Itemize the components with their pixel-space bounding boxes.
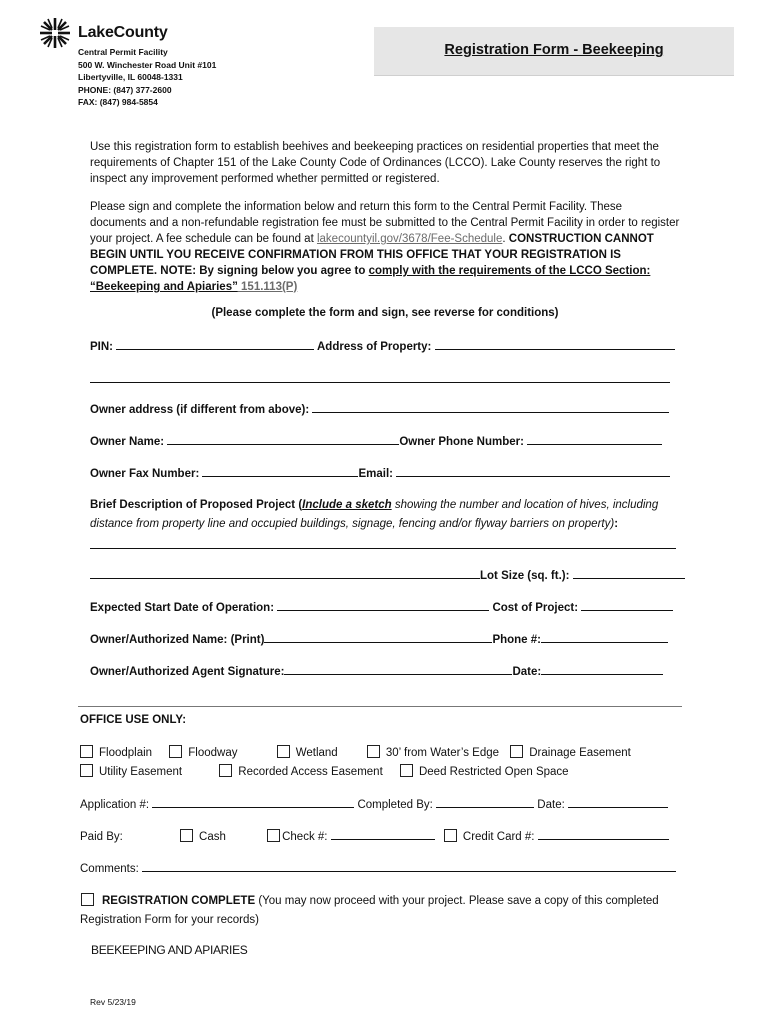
- office-date-field[interactable]: [568, 796, 668, 808]
- signature-label: Owner/Authorized Agent Signature:: [90, 666, 285, 678]
- registration-complete: [80, 892, 680, 930]
- cost-field[interactable]: [581, 599, 673, 611]
- desc-label: Brief Description of Proposed Project (: [90, 499, 303, 511]
- date-label: Date:: [512, 666, 542, 678]
- owner-phone-field[interactable]: [527, 433, 662, 445]
- registration-complete-checkbox[interactable]: [81, 893, 94, 906]
- date-field[interactable]: [541, 663, 663, 675]
- signature-row: [90, 663, 680, 678]
- owner-name-row: [90, 433, 680, 448]
- application-field[interactable]: [152, 796, 354, 808]
- credit-card-field[interactable]: [538, 828, 669, 840]
- address-line: Libertyville, IL 60048-1331: [78, 72, 183, 83]
- address-line: PHONE: (847) 377-2600: [78, 84, 172, 95]
- wetland-checkbox[interactable]: [277, 745, 290, 758]
- address-line: FAX: (847) 984-5854: [78, 97, 158, 108]
- cash-label: Cash: [199, 831, 226, 843]
- owner-print-field[interactable]: [264, 631, 492, 643]
- email-field[interactable]: [396, 465, 670, 477]
- lot-size-field[interactable]: [573, 567, 685, 579]
- pin-field[interactable]: [116, 338, 314, 350]
- owner-fax-label: Owner Fax Number:: [90, 468, 200, 480]
- address-line: Central Permit Facility: [78, 47, 168, 57]
- start-date-label: Expected Start Date of Operation:: [90, 602, 275, 614]
- owner-print-row: [90, 631, 680, 646]
- check-label: Check #:: [282, 831, 328, 843]
- desc-colon: :: [614, 518, 619, 530]
- completed-by-label: Completed By:: [357, 799, 433, 811]
- credit-card-checkbox[interactable]: [444, 829, 457, 842]
- comments-label: Comments:: [80, 863, 139, 875]
- fee-schedule-link[interactable]: lakecountyil.gov/3678/Fee-Schedule: [316, 233, 503, 245]
- owner-address-field[interactable]: [312, 401, 669, 413]
- property-address-field[interactable]: [435, 338, 675, 350]
- desc-sketch: Include a sketch: [302, 499, 392, 511]
- floodplain-label: Floodplain: [99, 747, 153, 759]
- office-date-label: Date:: [537, 799, 565, 811]
- credit-card-label: Credit Card #:: [462, 831, 535, 843]
- facility-address: [78, 46, 216, 109]
- description-line-1[interactable]: [90, 548, 676, 549]
- drainage-easement-checkbox[interactable]: [510, 745, 523, 758]
- comments-field[interactable]: [142, 860, 676, 872]
- registration-complete-note: (You may now proceed with your project. Please save a copy of this completed Registration Form for your records): [80, 895, 659, 926]
- owner-fax-field[interactable]: [202, 465, 358, 477]
- wetland-label: Wetland: [295, 747, 338, 759]
- floodway-label: Floodway: [188, 747, 238, 759]
- revision-date: Rev 5/23/19: [90, 997, 136, 1007]
- recorded-access-easement-checkbox[interactable]: [219, 764, 232, 777]
- brand-name: LakeCounty: [78, 24, 168, 41]
- property-address-label: Address of Property:: [316, 341, 432, 353]
- deed-restricted-label: Deed Restricted Open Space: [418, 766, 569, 778]
- cost-label: Cost of Project:: [492, 602, 579, 614]
- owner-address-row: [90, 401, 680, 416]
- utility-easement-checkbox[interactable]: [80, 764, 93, 777]
- property-address-line-2[interactable]: [90, 382, 670, 383]
- cash-checkbox[interactable]: [180, 829, 193, 842]
- registration-complete-label: REGISTRATION COMPLETE: [102, 895, 256, 907]
- office-checks-row-1: [80, 745, 631, 759]
- phone-field[interactable]: [541, 631, 668, 643]
- desc-rest: showing the number and location of hives, including distance from property line and occupied buildings, signage, fencing and/or flyway barriers on property): [90, 499, 659, 530]
- office-checks-row-2: [80, 764, 569, 778]
- section-heading: BEEKEEPING AND APIARIES: [91, 943, 248, 957]
- floodplain-checkbox[interactable]: [80, 745, 93, 758]
- start-date-row: [90, 599, 680, 614]
- signature-field[interactable]: [284, 663, 512, 675]
- recorded-access-easement-label: Recorded Access Easement: [238, 766, 383, 778]
- check-number-field[interactable]: [331, 828, 435, 840]
- owner-address-label: Owner address (if different from above):: [90, 404, 310, 416]
- project-description-label: [90, 496, 680, 534]
- lot-size-row: [90, 567, 680, 582]
- utility-easement-label: Utility Easement: [99, 766, 183, 778]
- address-line: 500 W. Winchester Road Unit #101: [78, 59, 217, 70]
- water-edge-label: 30’ from Water’s Edge: [385, 747, 500, 759]
- owner-name-label: Owner Name:: [90, 436, 165, 448]
- start-date-field[interactable]: [277, 599, 489, 611]
- lake-county-logo-icon: [38, 16, 72, 50]
- application-label: Application #:: [80, 799, 150, 811]
- section-divider: [78, 706, 682, 707]
- instructions-text: .: [502, 233, 509, 245]
- comments-row: [80, 860, 676, 875]
- section-number-link[interactable]: 151.113(P): [237, 281, 298, 293]
- lot-size-label: Lot Size (sq. ft.):: [480, 570, 570, 582]
- phone-label: Phone #:: [492, 634, 541, 646]
- owner-name-field[interactable]: [167, 433, 399, 445]
- form-title: Registration Form - Beekeeping: [444, 42, 664, 58]
- email-label: Email:: [358, 468, 393, 480]
- form-instruction: (Please complete the form and sign, see reverse for conditions): [211, 307, 559, 319]
- paid-by-row: [80, 828, 669, 843]
- pin-label: PIN:: [90, 341, 113, 353]
- paid-by-label: Paid By:: [80, 831, 123, 843]
- owner-print-label: Owner/Authorized Name: (Print): [90, 634, 265, 646]
- instructions-paragraph: [90, 199, 680, 295]
- owner-fax-row: [90, 465, 680, 480]
- instructions-text: Please sign and complete the information below and return this form to the Central Permit Facility. These documents and a non-refundable registration fee must be submitted to the Central Permit Facility in order to register your project. A fee schedule can be found at: [90, 201, 680, 245]
- form-title-box: [374, 27, 734, 76]
- deed-restricted-checkbox[interactable]: [400, 764, 413, 777]
- completed-by-field[interactable]: [436, 796, 534, 808]
- lcco-section-reference: comply with the requirements of the LCCO Section: “Beekeeping and Apiaries”: [90, 265, 651, 293]
- water-edge-checkbox[interactable]: [367, 745, 380, 758]
- construction-warning: CONSTRUCTION CANNOT BEGIN UNTIL YOU RECEIVE CONFIRMATION FROM THIS OFFICE THAT YOUR REGISTRATION IS COMPLETE. NOTE: By signing below you agree to: [90, 233, 654, 277]
- owner-phone-label: Owner Phone Number:: [399, 436, 524, 448]
- pin-address-row: [90, 338, 680, 353]
- office-use-heading: OFFICE USE ONLY:: [80, 714, 187, 726]
- application-row: [80, 796, 668, 811]
- check-checkbox[interactable]: [267, 829, 280, 842]
- description-line-2[interactable]: [90, 567, 480, 579]
- drainage-easement-label: Drainage Easement: [529, 747, 631, 759]
- intro-paragraph: Use this registration form to establish beehives and beekeeping practices on residential properties that meet the requirements of Chapter 151 of the Lake County Code of Ordinances (LCCO). Lake County reserves the right to inspect any improvement performed whether permitted or registered.: [90, 141, 661, 185]
- floodway-checkbox[interactable]: [169, 745, 182, 758]
